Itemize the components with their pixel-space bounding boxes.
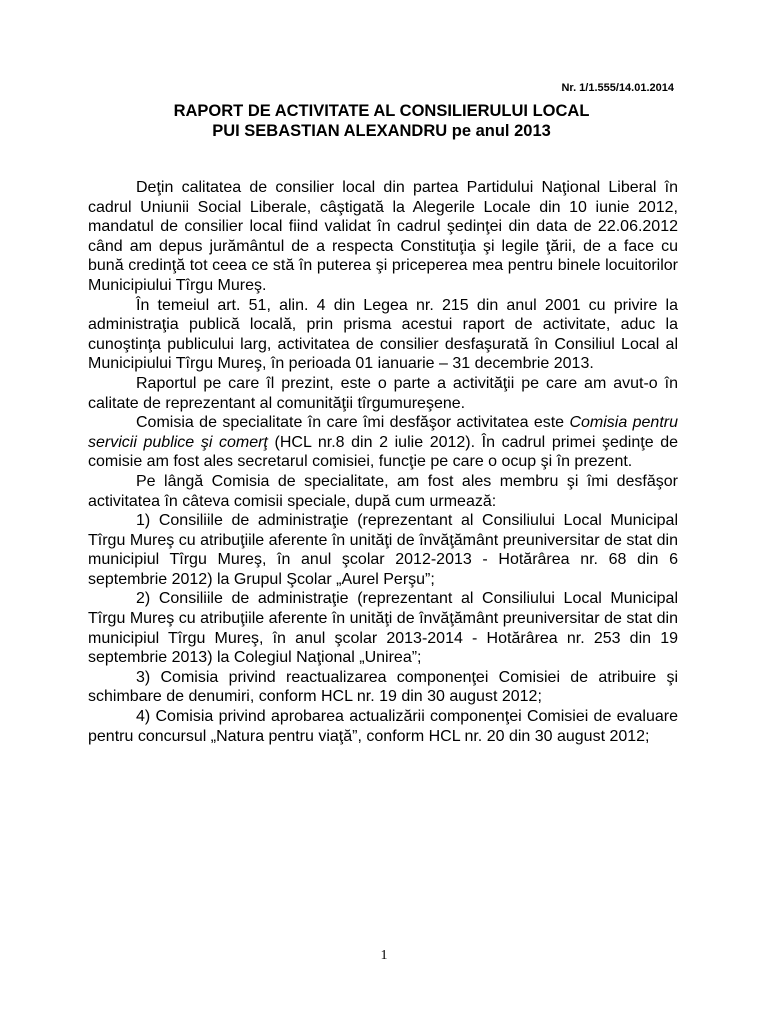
document-reference-number: Nr. 1/1.555/14.01.2014	[561, 82, 674, 94]
paragraph-special-commissions: Pe lângă Comisia de specialitate, am fost ales membru şi îmi desfăşor activitatea în câteva comisii speciale, după cum urmează:	[88, 472, 678, 510]
list-item-2: 2) Consiliile de administraţie (reprezentant al Consiliului Local Municipal Tîrgu Mureş cu atribuţiile aferente în unităţi de învăţământ preuniversitar de stat din municipiul Tîrgu Mureş, în anul şcolar 2013-2014 - Hotărârea nr. 253 din 19 septembrie 2013) la Colegiul Naţional „Unirea”;	[88, 590, 678, 667]
list-item-4: 4) Comisia privind aprobarea actualizării componenţei Comisiei de evaluare pentru concursul „Natura pentru viaţă”, conform HCL nr. 20 din 30 august 2012;	[88, 708, 678, 745]
paragraph-legal-basis: În temeiul art. 51, alin. 4 din Legea nr. 215 din anul 2001 cu privire la administraţia publică locală, prin prisma acestui raport de activitate, aduc la cunoştinţa publicului larg, activitatea de consilier desfaşurată în Consiliul Local al Municipiului Tîrgu Mureş, în perioada 01 ianuarie – 31 decembrie 2013.	[88, 296, 678, 373]
paragraph-specialty-commission	[88, 413, 678, 472]
document-body	[88, 178, 678, 746]
page-number: 1	[380, 948, 388, 963]
commission-text-b: (HCL nr.8 din 2 iulie 2012). În cadrul primei şedinţe de comisie am fost ales secretarul comisiei, funcţie pe care o ocup şi în prezent.	[88, 433, 679, 471]
title-line-2: PUI SEBASTIAN ALEXANDRU pe anul 2013	[212, 122, 551, 140]
list-item-1: 1) Consiliile de administraţie (reprezentant al Consiliului Local Municipal Tîrgu Mureş cu atribuţiile aferente în unităţi de învăţământ preuniversitar de stat din municipiul Tîrgu Mureş, în anul şcolar 2012-2013 - Hotărârea nr. 68 din 6 septembrie 2012) la Grupul Şcolar „Aurel Perşu”;	[88, 512, 678, 588]
document-title	[60, 101, 703, 141]
paragraph-report-scope: Raportul pe care îl prezint, este o parte a activităţii pe care am avut-o în calitate de reprezentant al comunităţii tîrgumureşene.	[88, 374, 678, 412]
title-line-1: RAPORT DE ACTIVITATE AL CONSILIERULUI LOCAL	[173, 102, 590, 120]
commission-text-a: Comisia de specialitate în care îmi desfăşor activitatea este	[136, 414, 570, 432]
commission-name: Comisia pentru servicii publice şi comerţ	[88, 414, 678, 451]
list-item-3: 3) Comisia privind reactualizarea componenţei Comisiei de atribuire şi schimbare de denumiri, conform HCL nr. 19 din 30 august 2012;	[88, 668, 678, 706]
paragraph-mandate: Deţin calitatea de consilier local din partea Partidului Naţional Liberal în cadrul Uniunii Social Liberale, câştigată la Alegerile Locale din 10 iunie 2012, mandatul de consilier local fiind validat în cadrul şedinţei din data de 22.06.2012 când am depus jurământul de a respecta Constituţia şi legile ţării, de a face cu bună credinţă tot ceea ce stă în puterea şi priceperea mea pentru binele locuitorilor Municipiului Tîrgu Mureş.	[88, 179, 678, 294]
